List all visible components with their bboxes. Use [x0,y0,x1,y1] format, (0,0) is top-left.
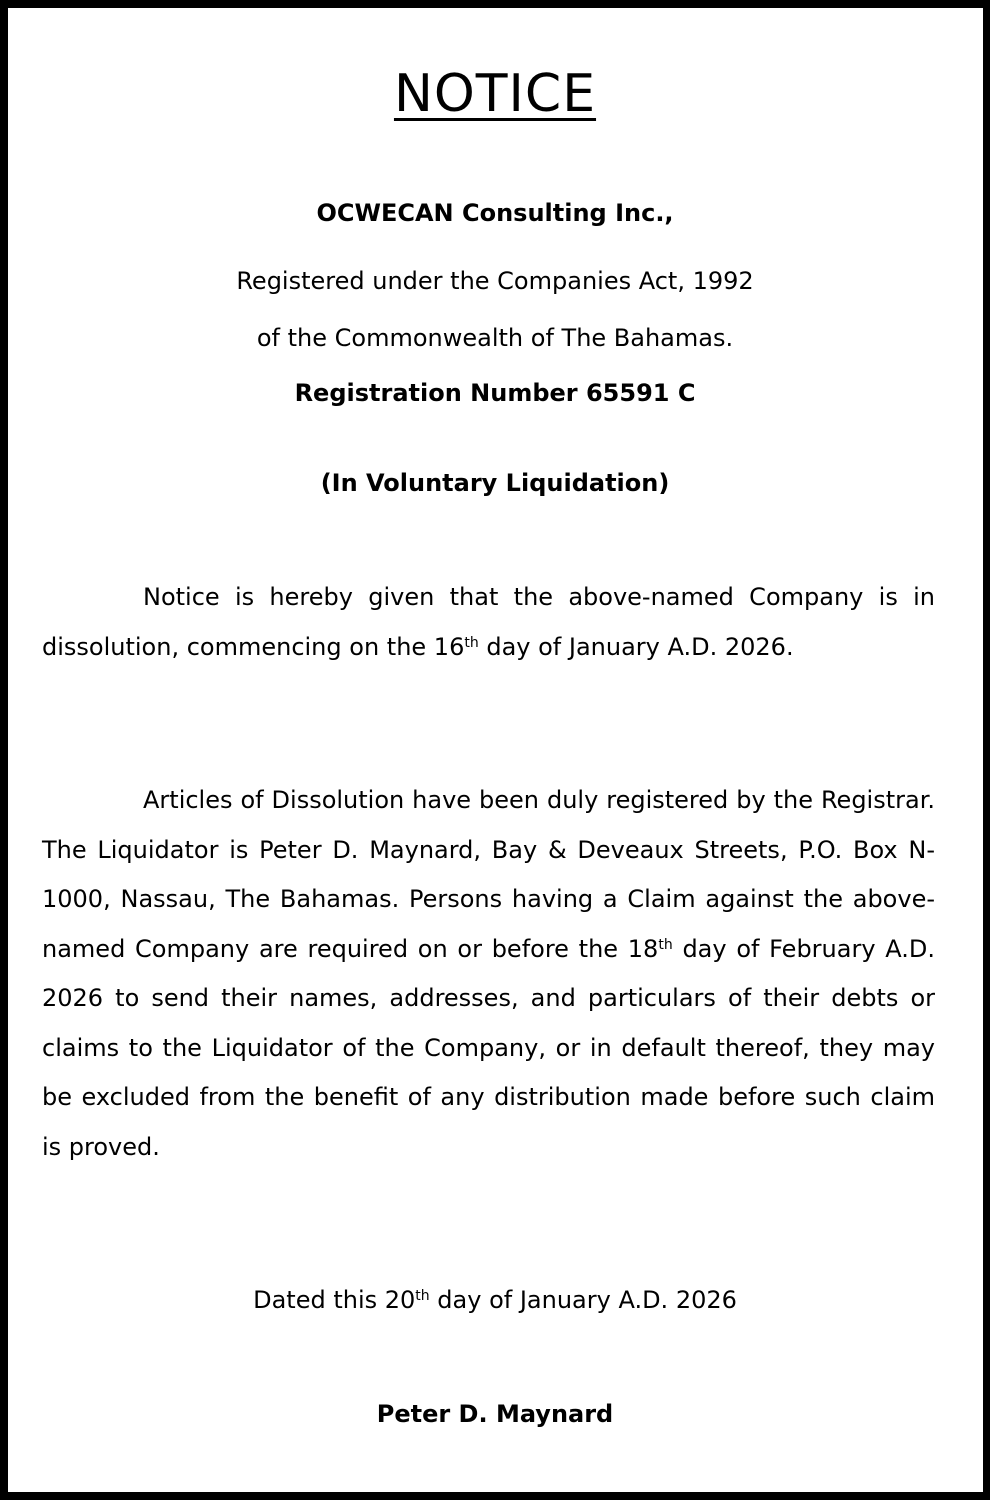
jurisdiction-line: of the Commonwealth of The Bahamas. [256,324,734,352]
notice-title-text: NOTICE [393,64,597,124]
signatory-name: Peter D. Maynard [376,1400,614,1428]
claims-text-end: day of February A.D. 2026 to send their names, addresses, and particulars of their debts or claims to the Liquidator of the Company, or in default thereof, they may be excluded from the benefit of any distribution made before such claim is proved. [42,934,935,1161]
ordinal-suffix: th [464,634,479,651]
registration-number: Registration Number 65591 C [294,379,696,407]
dissolution-text-start: Notice is hereby given that the above-named Company is in dissolution, commencing on the 16 [42,583,935,661]
claims-paragraph [42,776,935,1172]
company-name: OCWECAN Consulting Inc., [316,199,674,227]
dissolution-text-end: day of January A.D. 2026. [478,632,794,661]
registration-act-line: Registered under the Companies Act, 1992 [236,267,754,295]
claims-text-start: Articles of Dissolution have been duly registered by the Registrar. The Liquidator is Peter D. Maynard, Bay & Deveaux Streets, P.O. Box N-1000, Nassau, The Bahamas. Persons having a Claim against the above-named Company are required on or before the 18 [42,786,935,963]
liquidation-status: (In Voluntary Liquidation) [320,469,670,497]
dated-text-start: Dated this 20 [253,1286,416,1314]
notice-title [0,62,990,126]
dated-line [0,1284,990,1316]
ordinal-suffix: th [415,1288,430,1304]
dissolution-paragraph [42,573,935,672]
dated-text-end: day of January A.D. 2026 [429,1286,737,1314]
ordinal-suffix: th [658,936,673,953]
